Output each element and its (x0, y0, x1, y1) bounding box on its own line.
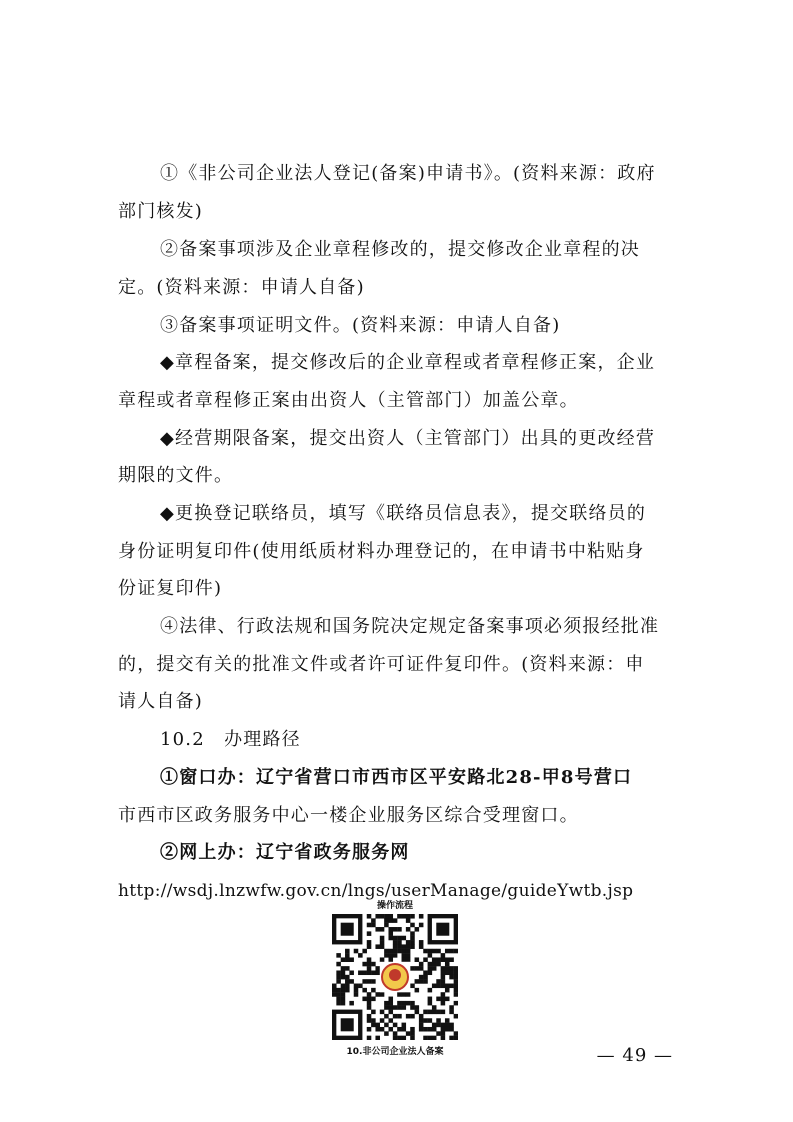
text-line-3: ②备案事项涉及企业章程修改的，提交修改企业章程的决 (160, 239, 640, 260)
text-line-1: ①《非公司企业法人登记(备案)申请书》。(资料来源：政府 (160, 163, 656, 184)
text-line-2: 部门核发) (118, 201, 204, 222)
qr-code-image (332, 914, 458, 1040)
text-line-6: ◆章程备案，提交修改后的企业章程或者章程修正案，企业 (160, 352, 656, 373)
qr-top-caption: 操作流程 (376, 901, 413, 911)
text-line-9: 期限的文件。 (118, 465, 234, 486)
text-line-18: 市西市区政务服务中心一楼企业服务区综合受理窗口。 (118, 805, 579, 826)
text-line-8: ◆经营期限备案，提交出资人（主管部门）出具的更改经营 (160, 428, 656, 449)
text-line-4: 定。(资料来源：申请人自备) (118, 277, 365, 298)
text-line-5: ③备案事项证明文件。(资料来源：申请人自备) (160, 315, 561, 336)
text-line-11: 身份证明复印件(使用纸质材料办理登记的，在申请书中粘贴身 (118, 541, 645, 562)
text-line-17: ①窗口办：辽宁省营口市西市区平安路北28-甲8号营口 (160, 767, 633, 788)
text-line-7: 章程或者章程修正案由出资人（主管部门）加盖公章。 (118, 390, 579, 411)
text-line-14: 的，提交有关的批准文件或者许可证件复印件。(资料来源：申 (118, 654, 645, 675)
qr-code-block (330, 898, 460, 1057)
service-url[interactable]: http://wsdj.lnzwfw.gov.cn/lngs/userManage/guideYwtb.jsp (118, 881, 634, 901)
text-line-10: ◆更换登记联络员，填写《联络员信息表》，提交联络员的 (160, 503, 647, 524)
text-line-19: ②网上办：辽宁省政务服务网 (160, 842, 410, 863)
text-line-13: ④法律、行政法规和国务院决定规定备案事项必须报经批准 (160, 616, 660, 637)
page-number: — 49 — (596, 1045, 673, 1066)
qr-bottom-caption: 10.非公司企业法人备案 (346, 1047, 444, 1057)
text-line-15: 请人自备) (118, 691, 204, 712)
section-heading: 10.2 办理路径 (160, 729, 301, 750)
text-line-12: 份证复印件) (118, 578, 223, 599)
